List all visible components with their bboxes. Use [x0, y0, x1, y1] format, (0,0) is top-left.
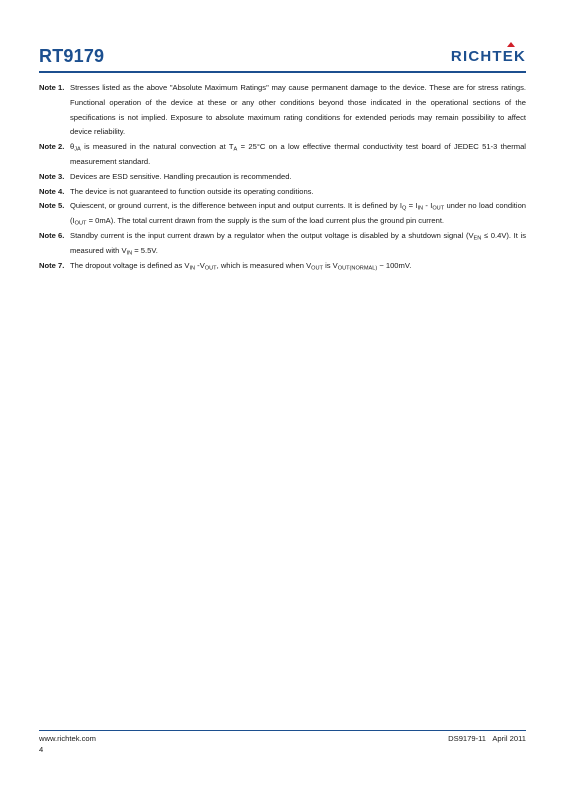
note-body [70, 185, 526, 200]
note-label: Note 1. [39, 83, 65, 92]
note-label: Note 3. [39, 171, 65, 181]
note-text: = I [406, 201, 418, 211]
note-text: θ [70, 142, 75, 152]
note-text: = 5.5V. [132, 245, 158, 255]
page-number: 4 [39, 745, 44, 754]
logo-text: RICHTEK [450, 48, 526, 65]
note-label: Note 5. [39, 201, 65, 211]
subscript: JA [74, 146, 81, 153]
note-body [70, 140, 526, 170]
note-item [39, 259, 526, 274]
note-body [70, 81, 526, 140]
note-item [39, 170, 526, 185]
note-text: - I [423, 201, 433, 211]
note-text: The dropout voltage is defined as V [70, 260, 190, 270]
note-text: is measured in the natural convection at T [80, 142, 234, 152]
subscript: IN [126, 250, 133, 257]
subscript: A [233, 146, 238, 153]
footer-doc-info [448, 733, 526, 744]
note-item [39, 140, 526, 170]
note-label: Note 4. [39, 186, 65, 196]
subscript: OUT(NORMAL) [337, 265, 378, 272]
note-text: The device is not guaranteed to function outside its operating conditions. [70, 186, 314, 196]
note-text: ≤ 0.4V). It is measured with V [70, 230, 527, 255]
note-text: Quiescent, or ground current, is the difference between input and output currents. It is defined by I [70, 201, 402, 211]
note-label: Note 2. [39, 142, 65, 152]
part-number: RT9179 [39, 46, 105, 66]
note-text: Stresses listed as the above "Absolute Maximum Ratings" may cause permanent damage to the device. These are for stress ratings. Functional operation of the device at these or any other conditions beyond those indicated in the operational sections of the specifications is not implied. Exposure to absolute maximum rating conditions for extended periods may remain possibility to affect device reliability. [70, 83, 526, 137]
note-text: under no load condition (I [70, 201, 527, 226]
note-item [39, 229, 526, 259]
subscript: EN [473, 235, 482, 242]
note-body [70, 199, 526, 229]
note-body [70, 229, 526, 259]
footer-website: www.richtek.com [39, 734, 96, 743]
subscript: OUT [432, 205, 445, 212]
note-text: Devices are ESD sensitive. Handling precaution is recommended. [70, 171, 292, 181]
page-header [39, 46, 526, 72]
note-item [39, 199, 526, 229]
note-body [70, 170, 526, 185]
notes-section [39, 81, 526, 273]
note-item [39, 185, 526, 200]
note-text: = 25°C on a low effective thermal conductivity test board of JEDEC 51-3 thermal measurement standard. [70, 142, 526, 166]
subscript: IN [417, 205, 424, 212]
note-label: Note 6. [39, 230, 65, 240]
footer-doc-id: DS9179-11 [448, 734, 487, 743]
subscript: OUT [204, 265, 217, 272]
note-text: − 100mV. [377, 260, 412, 270]
note-text: = 0mA). The total current drawn from the supply is the sum of the load current plus the ground pin current. [86, 216, 445, 226]
note-item [39, 81, 526, 140]
note-body [70, 259, 526, 274]
subscript: Q [401, 205, 407, 212]
logo-arrow-icon [507, 42, 515, 47]
note-text: is V [322, 260, 338, 270]
note-label: Note 7. [39, 260, 65, 270]
subscript: OUT [311, 265, 323, 272]
subscript: OUT [74, 220, 87, 227]
footer-rule [39, 730, 526, 731]
note-text: Standby current is the input current drawn by a regulator when the output voltage is disabled by a shutdown signal (V [70, 230, 474, 240]
header-rule [39, 71, 526, 73]
footer-date: April 2011 [492, 734, 526, 743]
note-text: -V [195, 260, 205, 270]
subscript: IN [189, 265, 196, 272]
richtek-logo [451, 48, 526, 65]
note-text: , which is measured when V [216, 260, 312, 270]
